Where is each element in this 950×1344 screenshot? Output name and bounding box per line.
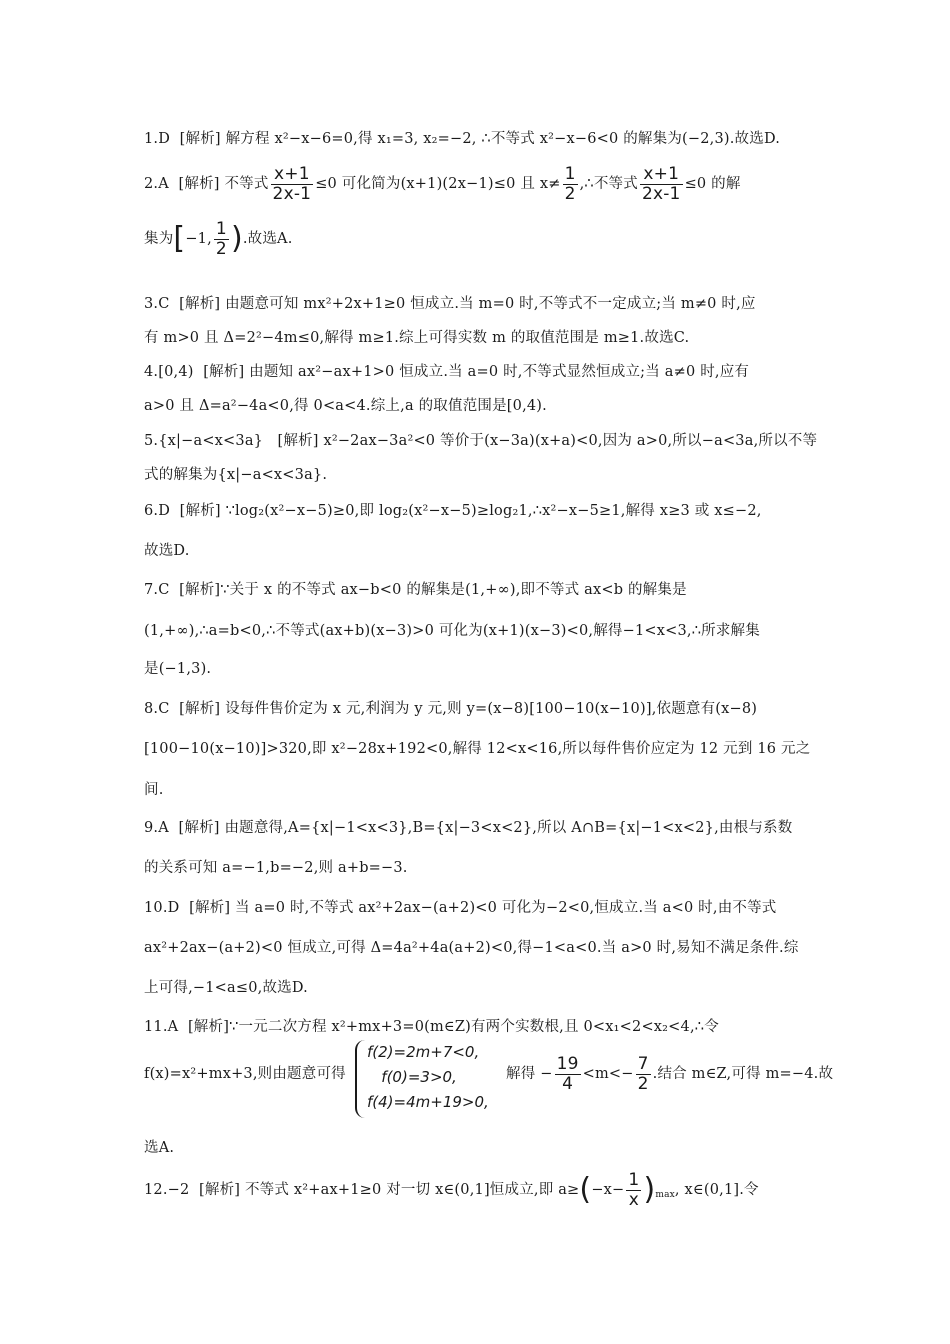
solution-11-line-2-left: f(x)=x²+mx+3,则由题意可得 [144,1066,346,1082]
solution-11-line-1: 11.A [解析]∵一元二次方程 x²+mx+3=0(m∈Z)有两个实数根,且 0<x₁<2<x₂<4,∴令 [144,1019,719,1035]
solution-2-line-2: 集为[−1, $\frac{1}{2}$ ).故选A. [144,218,293,259]
left-paren: ( [579,1172,592,1207]
solution-3-line-1: 3.C [解析] 由题意可知 mx²+2x+1≥0 恒成立.当 m=0 时,不等式不一定成立;当 m≠0 时,应 [144,296,756,312]
solution-10-line-3: 上可得,−1<a≤0,故选D. [144,980,308,996]
solution-8-line-1: 8.C [解析] 设每件售价定为 x 元,利润为 y 元,则 y=(x−8)[100−10(x−10)],依题意有(x−8) [144,701,758,717]
solution-10-line-2: ax²+2ax−(a+2)<0 恒成立,可得 Δ=4a²+4a(a+2)<0,得−1<a<0.当 a>0 时,易知不满足条件.综 [144,940,799,956]
solution-9-line-1: 9.A [解析] 由题意得,A={x|−1<x<3},B={x|−3<x<2},所以 A∩B={x|−1<x<2},由根与系数 [144,820,793,836]
solution-8-line-2: [100−10(x−10)]>320,即 x²−28x+192<0,解得 12<x<16,所以每件售价应定为 12 元到 16 元之 [144,741,811,757]
solution-5-line-1: 5.{x|−a<x<3a} [解析] x²−2ax−3a²<0 等价于(x−3a)(x+a)<0,因为 a>0,所以−a<3a,所以不等 [144,433,818,449]
solution-6-line-1: 6.D [解析] ∵log₂(x²−x−5)≥0,即 log₂(x²−x−5)≥log₂1,∴x²−x−5≥1,解得 x≥3 或 x≤−2, [144,503,762,519]
left-bracket: [ [173,221,186,256]
fraction: $\frac{1}{2}$ [215,218,227,259]
inequality-system: f(2)=2m+7<0, f(0)=3>0, f(4)=4m+19>0, [355,1040,489,1118]
fraction: $\frac{x+1}{2x-1}$ [272,163,312,204]
solution-7-line-3: 是(−1,3). [144,661,212,677]
solution-11-line-2-right: 解得 − $\frac{19}{4}$ <m<− $\frac{7}{2}$ .结合 m∈Z,可得 m=−4.故 [506,1053,834,1094]
solution-6-line-2: 故选D. [144,543,190,559]
solution-10-line-1: 10.D [解析] 当 a=0 时,不等式 ax²+2ax−(a+2)<0 可化为−2<0,恒成立.当 a<0 时,由不等式 [144,900,777,916]
solution-9-line-2: 的关系可知 a=−1,b=−2,则 a+b=−3. [144,860,408,876]
right-paren: ) [643,1172,656,1207]
solution-1-line-1: 1.D [解析] 解方程 x²−x−6=0,得 x₁=3, x₂=−2, ∴不等式 x²−x−6<0 的解集为(−2,3).故选D. [144,131,781,147]
solution-12-line-1: 12.−2 [解析] 不等式 x²+ax+1≥0 对一切 x∈(0,1]恒成立,即 a≥(−x− $\frac{1}{x}$ )$_{max}$, x∈(0,1].令 [144,1169,759,1210]
fraction: $\frac{1}{x}$ [628,1169,640,1210]
fraction: $\frac{x+1}{2x-1}$ [641,163,681,204]
fraction: $\frac{7}{2}$ [637,1053,649,1094]
solution-11-line-3: 选A. [144,1140,175,1156]
right-paren: ) [230,221,243,256]
solution-7-line-2: (1,+∞),∴a=b<0,∴不等式(ax+b)(x−3)>0 可化为(x+1)(x−3)<0,解得−1<x<3,∴所求解集 [144,623,760,639]
solution-4-line-1: 4.[0,4) [解析] 由题知 ax²−ax+1>0 恒成立.当 a=0 时,不等式显然恒成立;当 a≠0 时,应有 [144,364,750,380]
fraction: $\frac{1}{2}$ [564,163,576,204]
solution-3-line-2: 有 m>0 且 Δ=2²−4m≤0,解得 m≥1.综上可得实数 m 的取值范围是 m≥1.故选C. [144,330,690,346]
solution-4-line-2: a>0 且 Δ=a²−4a<0,得 0<a<4.综上,a 的取值范围是[0,4). [144,398,547,414]
solution-8-line-3: 间. [144,782,164,798]
solution-5-line-2: 式的解集为{x|−a<x<3a}. [144,467,328,483]
solution-2-line-1: 2.A [解析] 不等式 $\frac{x+1}{2x-1}$ ≤0 可化简为(x+1)(2x−1)≤0 且 x≠ $\frac{1}{2}$ ,∴不等式 $\frac{x+1}{2x-1}$ ≤0 的解 [144,163,741,204]
solution-7-line-1: 7.C [解析]∵关于 x 的不等式 ax−b<0 的解集是(1,+∞),即不等式 ax<b 的解集是 [144,582,687,598]
fraction: $\frac{19}{4}$ [556,1053,579,1094]
